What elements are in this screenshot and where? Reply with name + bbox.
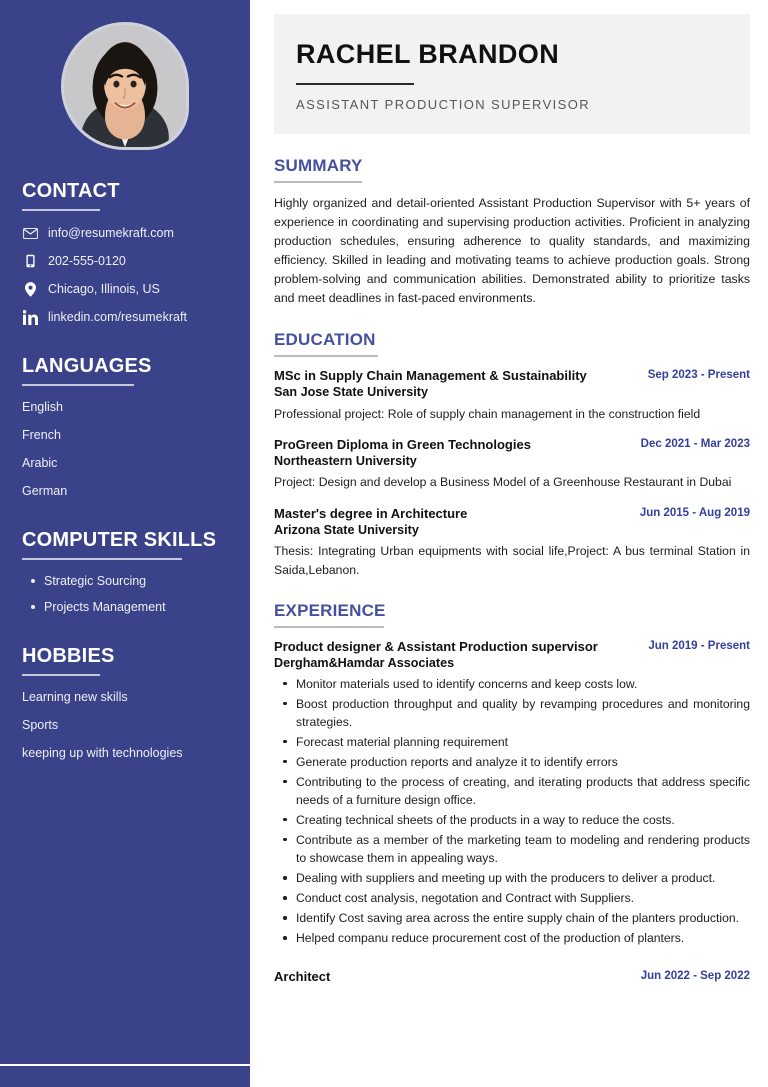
hobby-item: Sports	[22, 718, 59, 732]
education-heading: EDUCATION	[274, 329, 376, 349]
location-pin-icon	[22, 281, 38, 297]
hobby-item: keeping up with technologies	[22, 746, 183, 760]
experience-entry-date: Jun 2019 - Present	[648, 639, 750, 652]
profile-photo	[61, 22, 189, 150]
education-entry-title: MSc in Supply Chain Management & Sustainability	[274, 367, 587, 383]
contact-location-value: Chicago, Illinois, US	[48, 281, 160, 296]
summary-text: Highly organized and detail-oriented Assistant Production Supervisor with 5+ years of experience in coordinating and supervising production activities. Proficient in analyzing production schedules, ensuring adherence to quality standards, and maximizing efficiency. Skilled in leading and motivating teams to achieve production goals. Strong problem-solving and communication abilities. Demonstrated ability to prioritize tasks and meet deadlines in fast-paced environments.	[274, 195, 750, 305]
experience-bullet: Contribute as a member of the marketing team to modeling and rendering products to showcase them in appealing ways.	[274, 831, 750, 867]
education-entry-org: Northeastern University	[274, 454, 417, 469]
education-entry-desc: Professional project: Role of supply chain management in the construction field	[274, 406, 701, 421]
computer-skill-item: Strategic Sourcing	[22, 574, 228, 589]
sidebar	[0, 0, 250, 1087]
profile-photo-wrapper	[22, 0, 228, 150]
education-entry	[274, 437, 750, 492]
computer-skill-item: Projects Management	[22, 600, 228, 615]
experience-bullet: Conduct cost analysis, negotation and Contract with Suppliers.	[274, 889, 750, 907]
job-title: ASSISTANT PRODUCTION SUPERVISOR	[296, 96, 591, 112]
experience-bullet: Boost production throughput and quality by revamping procedures and monitoring strategies.	[274, 695, 750, 731]
education-entry-date: Jun 2015 - Aug 2019	[639, 506, 750, 519]
education-entry-title: ProGreen Diploma in Green Technologies	[274, 436, 531, 452]
education-entry-desc: Thesis: Integrating Urban equipments with social life,Project: A bus terminal Station in Saida,Lebanon.	[274, 544, 750, 577]
hobbies-heading-rule	[22, 674, 100, 676]
name-underline	[296, 83, 414, 85]
experience-heading: EXPERIENCE	[274, 600, 386, 620]
computer-skills-heading-rule	[22, 558, 182, 560]
language-item: French	[22, 428, 61, 442]
page-title: RACHEL BRANDON	[296, 39, 560, 69]
language-item: German	[22, 484, 68, 498]
experience-bullet: Contributing to the process of creating, and iterating products that address specific needs of a furniture design office.	[274, 773, 750, 809]
experience-entry-org: Dergham&Hamdar Associates	[274, 656, 455, 671]
experience-bullet-list	[274, 675, 750, 948]
contact-linkedin-value: linkedin.com/resumekraft	[48, 309, 187, 324]
computer-skills-heading: COMPUTER SKILLS	[22, 529, 217, 551]
contact-heading-rule	[22, 209, 100, 211]
education-heading-rule	[274, 355, 378, 357]
education-entry-date: Sep 2023 - Present	[647, 368, 750, 381]
language-item: English	[22, 400, 63, 414]
experience-bullet: Creating technical sheets of the products in a way to reduce the costs.	[274, 811, 750, 829]
experience-bullet: Forecast material planning requirement	[274, 733, 750, 751]
summary-heading: SUMMARY	[274, 155, 363, 175]
page-break-line	[0, 1064, 250, 1066]
experience-bullet: Generate production reports and analyze it to identify errors	[274, 753, 750, 771]
contact-heading: CONTACT	[22, 180, 120, 202]
education-entry-date: Dec 2021 - Mar 2023	[640, 437, 750, 450]
contact-item-linkedin[interactable]	[22, 309, 228, 325]
education-entry-desc: Project: Design and develop a Business Model of a Greenhouse Restaurant in Dubai	[274, 475, 732, 490]
experience-entry-title: Product designer & Assistant Production supervisor	[274, 638, 598, 654]
education-entry	[274, 368, 750, 423]
contact-phone-value: 202-555-0120	[48, 253, 126, 268]
education-entry-title: Master's degree in Architecture	[274, 505, 468, 521]
linkedin-icon	[22, 309, 38, 325]
education-entry	[274, 506, 750, 579]
contact-item-location[interactable]	[22, 281, 228, 297]
mobile-phone-icon	[22, 253, 38, 269]
hobby-item: Learning new skills	[22, 690, 128, 704]
education-entry-org: Arizona State University	[274, 523, 419, 538]
experience-bullet: Identify Cost saving area across the entire supply chain of the planters production.	[274, 909, 750, 927]
experience-entry-title: Architect	[274, 969, 331, 985]
hobbies-heading: HOBBIES	[22, 645, 115, 667]
experience-entry-date: Jun 2022 - Sep 2022	[640, 970, 750, 983]
entry-spacer	[274, 961, 750, 969]
contact-email-value: info@resumekraft.com	[48, 225, 174, 240]
contact-item-email[interactable]	[22, 225, 228, 241]
education-entry-org: San Jose State University	[274, 385, 428, 400]
contact-item-phone[interactable]	[22, 253, 228, 269]
experience-heading-rule	[274, 626, 384, 628]
summary-heading-rule	[274, 181, 362, 183]
envelope-icon	[22, 225, 38, 241]
content-area	[254, 156, 768, 986]
languages-heading: LANGUAGES	[22, 355, 152, 377]
experience-bullet: Dealing with suppliers and meeting up with the producers to deliver a product.	[274, 869, 750, 887]
experience-bullet: Helped companu reduce procurement cost of the production of planters.	[274, 929, 750, 947]
experience-entry	[274, 969, 750, 985]
main-content	[254, 0, 768, 1087]
experience-bullet: Monitor materials used to identify concerns and keep costs low.	[274, 675, 750, 693]
language-item: Arabic	[22, 456, 58, 470]
experience-entry	[274, 639, 750, 947]
name-band	[274, 14, 750, 134]
languages-heading-rule	[22, 384, 134, 386]
